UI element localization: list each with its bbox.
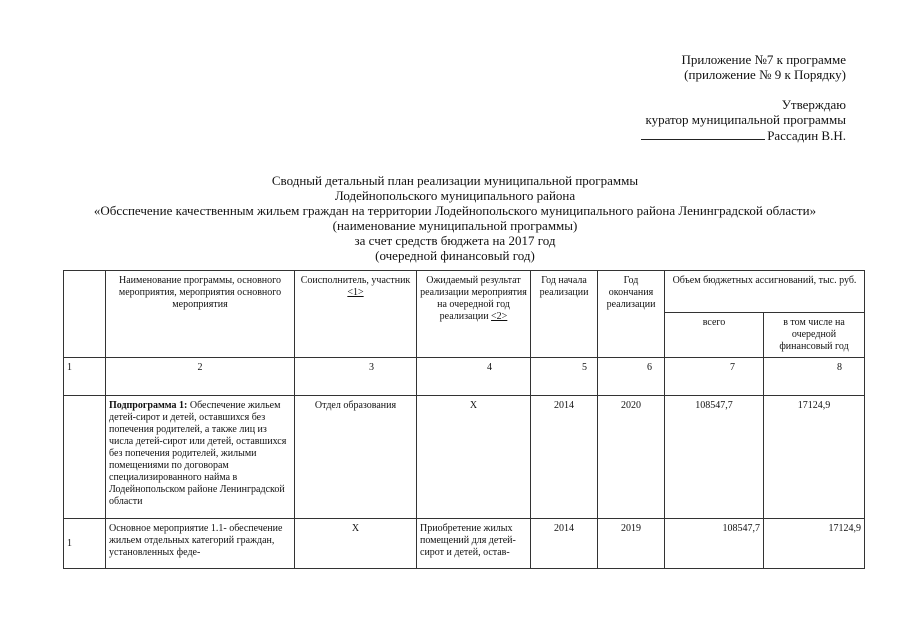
- header-col-3-text: Соисполнитель, участник: [300, 275, 411, 286]
- row1-name-bold: Подпрограмма 1:: [109, 400, 188, 411]
- header-budget-group: Объем бюджетных ассигнований, тыс. руб.: [665, 271, 865, 313]
- row1-num: [64, 396, 106, 519]
- row2-end-year: 2019: [598, 519, 665, 569]
- number-cell-3: 3: [295, 358, 417, 396]
- row1-executor: Отдел образования: [295, 396, 417, 519]
- row1-end-year: 2020: [598, 396, 665, 519]
- number-cell-8: 8: [764, 358, 865, 396]
- signer-name: Рассадин В.Н.: [767, 128, 846, 143]
- row1-result: Х: [417, 396, 531, 519]
- row1-start-year: 2014: [531, 396, 598, 519]
- number-cell-6: 6: [598, 358, 665, 396]
- header-col-4: [417, 271, 531, 358]
- title-line-5: за счет средств бюджета на 2017 год: [354, 233, 556, 248]
- row2-start-year: 2014: [531, 519, 598, 569]
- document-title: [60, 173, 850, 263]
- row1-name-rest: Обеспечение жильем детей-сирот и детей, оставшихся без попечения родителей, а также лиц из числа детей-сирот или детей, оставшихся без попечения родителей, жилыми помещениями по договорам специализированного найма в Лодейнопольском районе Ленинградской области: [109, 400, 287, 507]
- footnote-ref-2[interactable]: <2>: [491, 311, 508, 322]
- signature-row: [641, 127, 846, 143]
- number-cell-7: 7: [665, 358, 764, 396]
- title-line-1: Сводный детальный план реализации муниципальной программы: [271, 173, 639, 188]
- footnote-ref-1[interactable]: <1>: [347, 287, 364, 298]
- plan-table: [63, 270, 865, 569]
- number-cell-2: 2: [106, 358, 295, 396]
- appendix-note: [681, 52, 846, 82]
- row2-num: 1: [64, 519, 106, 569]
- row1-next-year: 17124,9: [764, 396, 865, 519]
- row1-total: 108547,7: [665, 396, 764, 519]
- title-line-3: «Обсспечение качественным жильем граждан на территории Лодейнопольского муниципального района Ленинградской области»: [93, 203, 817, 218]
- header-col-2: Наименование программы, основного мероприятия, мероприятия основного мероприятия: [106, 271, 295, 358]
- table-row: [64, 396, 865, 519]
- row2-name: Основное мероприятие 1.1- обеспечение жильем отдельных категорий граждан, установленных феде-: [106, 519, 295, 569]
- table-row: [64, 519, 865, 569]
- row2-executor: Х: [295, 519, 417, 569]
- header-col-3: [295, 271, 417, 358]
- title-line-2: Лодейнопольского муниципального района: [334, 188, 576, 203]
- approval-block: [641, 97, 846, 143]
- title-line-6: (очередной финансовый год): [375, 248, 535, 263]
- header-col-7: всего: [665, 313, 764, 358]
- number-cell-5: 5: [531, 358, 598, 396]
- row2-total: 108547,7: [665, 519, 764, 569]
- title-line-4: (наименование муниципальной программы): [332, 218, 578, 233]
- number-cell-1: 1: [64, 358, 106, 396]
- header-col-8: в том числе на очередной финансовый год: [764, 313, 865, 358]
- approve-label: Утверждаю: [781, 97, 846, 112]
- appendix-line-2: (приложение № 9 к Порядку): [684, 67, 846, 82]
- row1-name: [106, 396, 295, 519]
- signature-line: [641, 127, 765, 140]
- header-col-6: Год окончания реализации: [598, 271, 665, 358]
- header-col-1: [64, 271, 106, 358]
- row2-result: Приобретение жилых помещений для детей-сирот и детей, остав-: [417, 519, 531, 569]
- number-cell-4: 4: [417, 358, 531, 396]
- header-col-5: Год начала реализации: [531, 271, 598, 358]
- curator-label: куратор муниципальной программы: [645, 112, 846, 127]
- row2-next-year: 17124,9: [764, 519, 865, 569]
- header-col-4-text: Ожидаемый результат реализации мероприятия на очередной год реализации: [420, 275, 527, 322]
- number-row: [64, 358, 865, 396]
- header-row-1: [64, 271, 865, 313]
- appendix-line-1: Приложение №7 к программе: [681, 52, 846, 67]
